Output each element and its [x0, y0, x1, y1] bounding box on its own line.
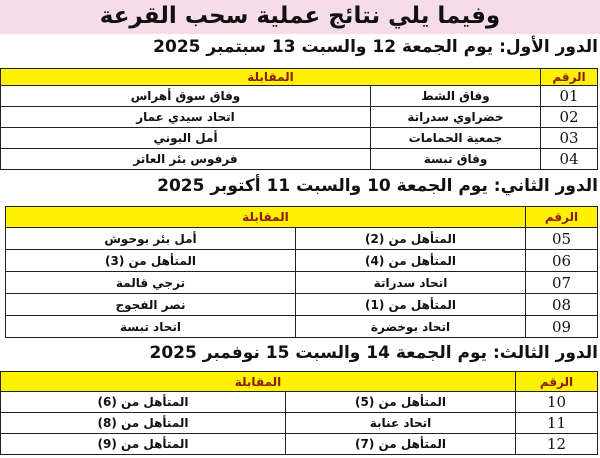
table-row: [6, 316, 598, 338]
match-number: 11: [516, 413, 598, 434]
match-number: 09: [526, 316, 598, 338]
round-3-title: الدور الثالث: يوم الجمعة 14 والسبت 15 نوفمبر 2025: [149, 343, 598, 363]
away-team: المتأهل من (3): [6, 250, 296, 272]
round-3-table: [0, 371, 598, 455]
table-row: [6, 272, 598, 294]
page-title: وفيما يلي نتائج عملية سحب القرعة: [0, 0, 600, 34]
away-team: أمل بئر بوحوش: [6, 228, 296, 250]
away-team: نصر الفجوج: [6, 294, 296, 316]
home-team: اتحاد سدراتة: [296, 272, 526, 294]
home-team: اتحاد بوخضرة: [296, 316, 526, 338]
match-number: 10: [516, 392, 598, 413]
table-header-row: [6, 207, 598, 228]
home-team: وفاق الشط: [371, 86, 541, 107]
match-number: 01: [541, 86, 598, 107]
match-number: 08: [526, 294, 598, 316]
away-team: المتأهل من (6): [1, 392, 286, 413]
home-team: المتأهل من (7): [286, 434, 516, 455]
header-match: المقابلة: [6, 207, 526, 228]
away-team: اتحاد سيدي عمار: [1, 107, 371, 128]
match-number: 05: [526, 228, 598, 250]
table-row: [6, 294, 598, 316]
table-row: [1, 107, 598, 128]
header-number: الرقم: [516, 372, 598, 392]
round-2-table: [5, 206, 598, 338]
match-number: 06: [526, 250, 598, 272]
table-row: [1, 128, 598, 149]
match-number: 07: [526, 272, 598, 294]
table-row: [1, 392, 598, 413]
away-team: فرفوس بئر العاتر: [1, 149, 371, 170]
round-1-title: الدور الأول: يوم الجمعة 12 والسبت 13 سبتمبر 2025: [153, 37, 598, 57]
home-team: المتأهل من (2): [296, 228, 526, 250]
home-team: المتأهل من (5): [286, 392, 516, 413]
table-row: [6, 250, 598, 272]
table-header-row: [1, 69, 598, 86]
home-team: وفاق تبسة: [371, 149, 541, 170]
round-1-table: [0, 68, 598, 170]
home-team: اتحاد عنابة: [286, 413, 516, 434]
header-match: المقابلة: [1, 372, 516, 392]
away-team: ترجي قالمة: [6, 272, 296, 294]
header-match: المقابلة: [1, 69, 541, 86]
table-row: [1, 149, 598, 170]
away-team: أمل البوني: [1, 128, 371, 149]
away-team: اتحاد تبسة: [6, 316, 296, 338]
away-team: المتأهل من (9): [1, 434, 286, 455]
table-row: [6, 228, 598, 250]
away-team: المتأهل من (8): [1, 413, 286, 434]
away-team: وفاق سوق أهراس: [1, 86, 371, 107]
table-row: [1, 86, 598, 107]
round-2-title: الدور الثاني: يوم الجمعة 10 والسبت 11 أكتوبر 2025: [157, 176, 598, 196]
table-header-row: [1, 372, 598, 392]
header-number: الرقم: [526, 207, 598, 228]
home-team: المتأهل من (4): [296, 250, 526, 272]
home-team: جمعية الحمامات: [371, 128, 541, 149]
home-team: خضراوي سدراتة: [371, 107, 541, 128]
match-number: 02: [541, 107, 598, 128]
table-row: [1, 434, 598, 455]
table-row: [1, 413, 598, 434]
match-number: 12: [516, 434, 598, 455]
match-number: 03: [541, 128, 598, 149]
match-number: 04: [541, 149, 598, 170]
home-team: المتأهل من (1): [296, 294, 526, 316]
header-number: الرقم: [541, 69, 598, 86]
